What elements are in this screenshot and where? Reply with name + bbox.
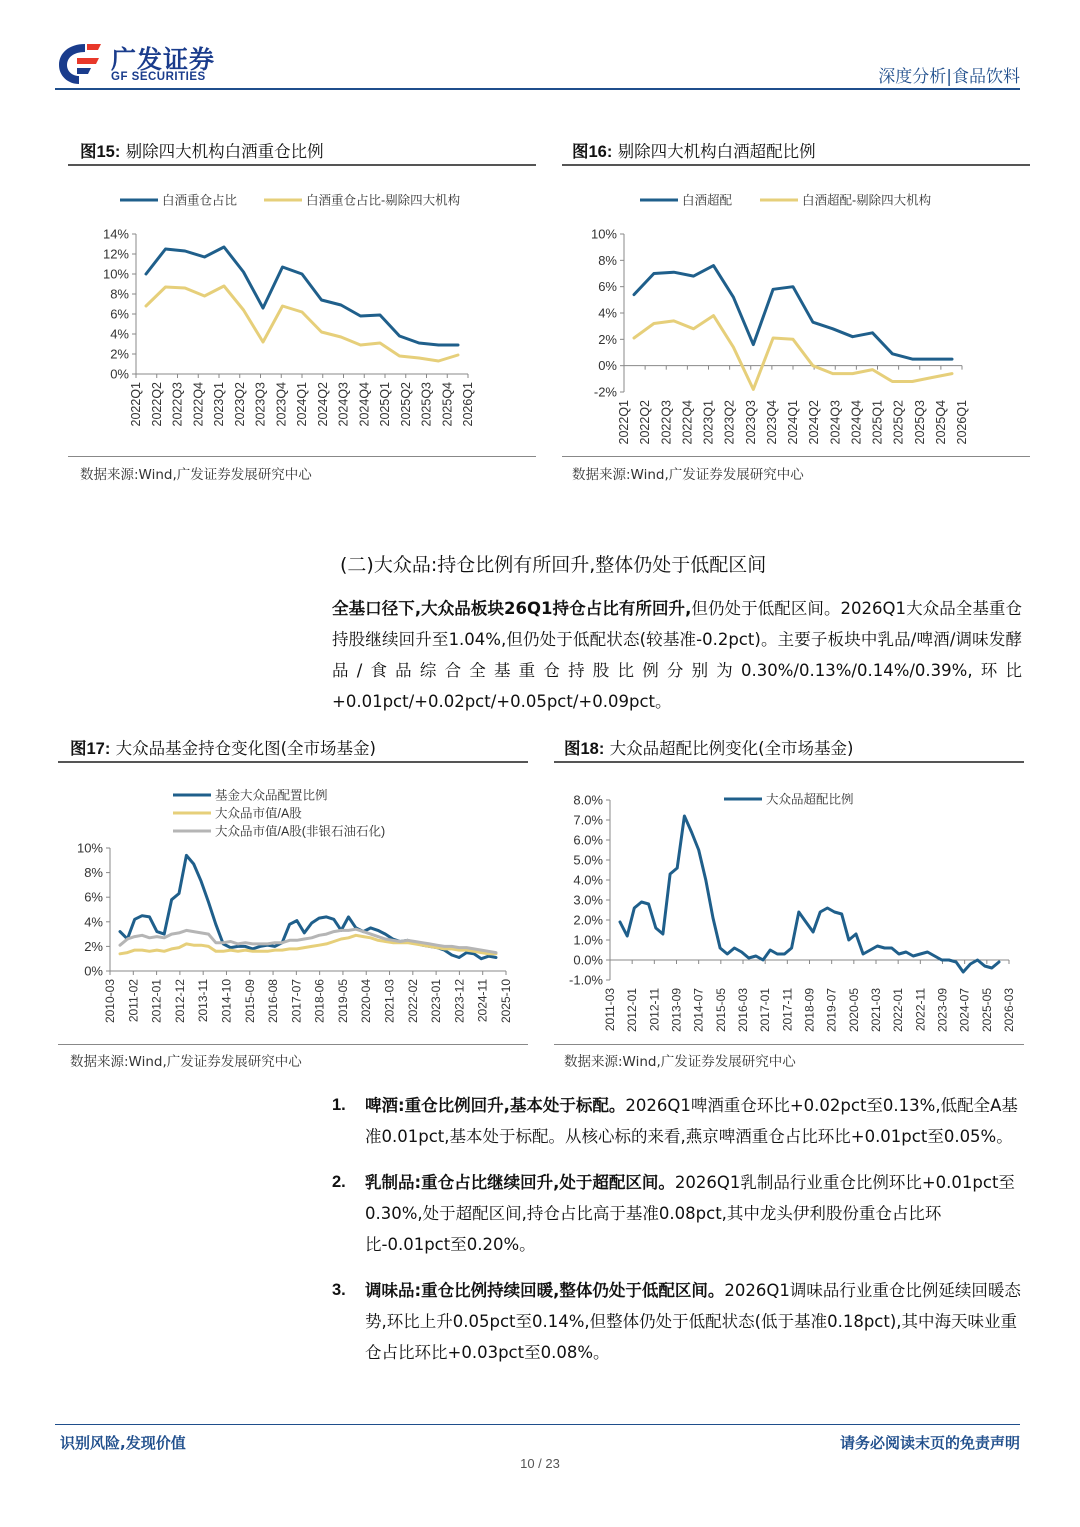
fig17-legend-label-0: 基金大众品配置比例	[215, 788, 328, 803]
fig15-x-tick-label: 2025Q3	[419, 382, 434, 427]
list-item-heading: 啤酒:重仓比例回升,基本处于标配。	[365, 1096, 626, 1115]
fig15-y-tick-label: 8%	[110, 286, 129, 302]
fig15-x-tick-label: 2022Q4	[191, 382, 206, 427]
fig15-series-line-1	[146, 286, 458, 361]
fig17-x-tick-label: 2023-12	[452, 979, 467, 1024]
fig15-source: 数据来源:Wind,广发证券发展研究中心	[80, 467, 312, 483]
list-item-text: 2026Q1啤酒重仓环比+0.02pct至0.13%,低配全A基准0.01pct,基本处于标配。从核心标的来看,燕京啤酒重仓占比环比+0.01pct至0.05%。	[365, 1096, 1018, 1146]
fig18-x-tick-label: 2011-03	[603, 988, 617, 1032]
fig16-x-tick-label: 2025Q2	[891, 400, 906, 445]
fig15-x-tick-label: 2025Q4	[440, 382, 455, 427]
fig16-x-tick-label: 2022Q4	[680, 400, 695, 445]
fig15-legend-label-0: 白酒重仓占比	[162, 193, 238, 208]
fig17-x-tick-label: 2022-02	[405, 979, 420, 1024]
fig18-x-tick-label: 2013-09	[669, 988, 684, 1033]
fig16-x-tick-label: 2024Q1	[786, 400, 800, 445]
fig18-x-tick-label: 2017-01	[758, 988, 773, 1033]
fig18-y-tick-label: 3.0%	[573, 892, 603, 908]
fig18-x-tick-label: 2014-07	[691, 988, 706, 1033]
fig16-y-tick-label: 8%	[598, 252, 617, 268]
fig16-x-tick-label: 2023Q1	[701, 400, 716, 445]
logo-en-text: GF SECURITIES	[111, 71, 206, 83]
list-item-text: 2026Q1乳制品行业重仓比例环比+0.01pct至0.30%,处于超配区间,持仓占比高于基准0.08pct,其中龙头伊利股份重仓占比环比-0.01pct至0.20%。	[365, 1173, 1015, 1254]
fig15-y-tick-label: 14%	[102, 226, 129, 242]
fig18-y-tick-label: 5.0%	[573, 852, 603, 868]
fig17-x-tick-label: 2012-12	[172, 979, 187, 1024]
fig15-x-tick-label: 2022Q3	[170, 382, 185, 427]
fig17-legend-label-2: 大众品市值/A股(非银石油石化)	[215, 824, 386, 839]
fig17-label: 图17:	[70, 740, 111, 758]
fig17-x-tick-label: 2012-01	[149, 979, 164, 1024]
fig18-y-tick-label: 1.0%	[573, 932, 603, 948]
fig15-y-tick-label: 2%	[110, 346, 129, 362]
fig15-bottom-rule	[68, 456, 536, 457]
fig16-x-tick-label: 2025Q4	[933, 400, 948, 445]
fig15-x-tick-label: 2024Q2	[315, 382, 330, 427]
header-divider	[55, 88, 1020, 90]
fig15-label: 图15:	[80, 143, 121, 161]
fig16-legend-label-0: 白酒超配	[682, 193, 733, 208]
fig16-bottom-rule	[562, 456, 1030, 457]
fig18-label: 图18:	[564, 740, 605, 758]
fig16-x-tick-label: 2025Q3	[912, 400, 927, 445]
fig18-x-tick-label: 2021-03	[869, 988, 883, 1033]
fig16-chart	[562, 168, 1030, 453]
para-rest: 但仍处于低配区间。2026Q1大众品全基重仓持股继续回升至1.04%,但仍处于低配状态(较基准-0.2pct)。主要子板块中乳品/啤酒/调味发酵品/食品综合全基重仓持股比例分别为0.30%/0.13%/0.14%/0.39%,环比+0.01pct/+0.02pct/+0.05pct/+0.09pct。	[332, 599, 1022, 711]
fig17-x-tick-label: 2015-09	[242, 979, 257, 1024]
fig16-y-tick-label: 6%	[598, 279, 617, 295]
fig18-x-tick-label: 2016-03	[736, 988, 750, 1033]
findings-list	[332, 1090, 1022, 1383]
fig15-title	[80, 138, 324, 162]
fig17-source: 数据来源:Wind,广发证券发展研究中心	[70, 1054, 302, 1070]
fig17-y-tick-label: 0%	[84, 963, 103, 979]
fig18-x-tick-label: 2012-11	[647, 988, 662, 1032]
list-item-number: 3.	[332, 1281, 346, 1299]
fig17-title-text: 大众品基金持仓变化图(全市场基金)	[115, 739, 376, 758]
fig17-x-tick-label: 2013-11	[196, 979, 211, 1023]
fig17-x-tick-label: 2014-10	[219, 979, 234, 1024]
fig17-x-tick-label: 2023-01	[429, 979, 444, 1024]
list-item-heading: 乳制品:重仓占比继续回升,处于超配区间。	[365, 1173, 675, 1192]
fig16-y-tick-label: 2%	[598, 331, 617, 347]
fig18-bottom-rule	[554, 1044, 1024, 1045]
fig18-x-tick-label: 2026-03	[1002, 988, 1016, 1033]
fig17-legend-label-1: 大众品市值/A股	[215, 806, 302, 821]
fig17-x-tick-label: 2021-03	[382, 979, 397, 1024]
fig18-x-tick-label: 2024-07	[957, 988, 972, 1033]
fig15-y-tick-label: 4%	[110, 326, 129, 342]
fig16-legend-label-1: 白酒超配-剔除四大机构	[802, 193, 932, 208]
fig18-y-tick-label: 4.0%	[573, 872, 603, 888]
list-item-number: 1.	[332, 1096, 346, 1114]
fig17-x-tick-label: 2019-05	[335, 979, 350, 1024]
fig16-y-tick-label: -2%	[593, 384, 617, 400]
fig18-title-text: 大众品超配比例变化(全市场基金)	[609, 739, 854, 758]
fig18-x-tick-label: 2017-11	[780, 988, 795, 1032]
footer-slogan: 识别风险,发现价值	[60, 1434, 186, 1452]
fig16-x-tick-label: 2025Q1	[870, 400, 885, 445]
fig18-x-tick-label: 2015-05	[713, 988, 728, 1033]
fig17-x-tick-label: 2025-10	[499, 979, 513, 1024]
fig18-y-tick-label: 6.0%	[573, 832, 603, 848]
fig18-x-tick-label: 2022-11	[913, 988, 928, 1032]
report-type: 深度分析|食品饮料	[878, 67, 1020, 87]
fig18-series-line-0	[620, 816, 999, 972]
fig15-x-tick-label: 2026Q1	[461, 382, 475, 427]
fig16-source: 数据来源:Wind,广发证券发展研究中心	[572, 467, 804, 483]
fig18-y-tick-label: 7.0%	[573, 812, 603, 828]
fig18-top-rule	[554, 761, 1024, 763]
list-item	[332, 1275, 1022, 1368]
fig15-x-tick-label: 2022Q2	[149, 382, 164, 427]
para-bold: 全基口径下,大众品板块26Q1持仓占比有所回升,	[332, 599, 692, 618]
page-number: 10 / 23	[520, 1456, 560, 1471]
fig17-chart	[58, 764, 528, 1042]
fig15-series-line-0	[146, 247, 458, 345]
fig16-x-tick-label: 2024Q2	[807, 400, 822, 445]
fig16-title-text: 剔除四大机构白酒超配比例	[617, 142, 816, 161]
fig16-x-tick-label: 2022Q2	[638, 400, 653, 445]
footer-disclaimer: 请务必阅读末页的免责声明	[839, 1434, 1020, 1452]
fig15-x-tick-label: 2024Q4	[357, 382, 372, 427]
fig17-x-tick-label: 2011-02	[126, 979, 141, 1023]
fig16-series-line-0	[634, 266, 952, 360]
fig15-legend-label-1: 白酒重仓占比-剔除四大机构	[306, 193, 461, 208]
fig17-y-tick-label: 10%	[76, 840, 103, 856]
fig16-top-rule	[562, 164, 1030, 166]
fig15-y-tick-label: 0%	[110, 366, 129, 382]
fig18-legend-label-0: 大众品超配比例	[766, 792, 854, 807]
fig15-title-text: 剔除四大机构白酒重仓比例	[125, 142, 324, 161]
fig17-y-tick-label: 6%	[84, 889, 103, 905]
footer-divider	[55, 1424, 1020, 1425]
fig18-chart	[554, 764, 1024, 1042]
fig16-x-tick-label: 2026Q1	[955, 400, 969, 445]
section-paragraph	[332, 593, 1022, 717]
company-logo	[55, 38, 255, 90]
fig16-x-tick-label: 2024Q3	[828, 400, 843, 445]
fig16-title	[572, 138, 816, 162]
fig18-x-tick-label: 2025-05	[979, 988, 994, 1033]
fig17-x-tick-label: 2020-04	[359, 979, 374, 1024]
fig15-x-tick-label: 2023Q3	[253, 382, 268, 427]
fig18-x-tick-label: 2020-05	[846, 988, 861, 1033]
fig16-x-tick-label: 2023Q4	[764, 400, 779, 445]
fig18-x-tick-label: 2012-01	[625, 988, 640, 1033]
fig17-x-tick-label: 2016-08	[266, 979, 281, 1024]
fig17-series-line-0	[120, 855, 496, 958]
fig15-x-tick-label: 2024Q1	[295, 382, 309, 427]
fig15-x-tick-label: 2023Q4	[274, 382, 289, 427]
fig15-y-tick-label: 6%	[110, 306, 129, 322]
fig16-x-tick-label: 2024Q4	[849, 400, 864, 445]
fig17-top-rule	[58, 761, 528, 763]
fig15-y-tick-label: 12%	[102, 246, 129, 262]
fig17-y-tick-label: 8%	[84, 865, 103, 881]
fig17-x-tick-label: 2024-11	[475, 979, 490, 1023]
list-item-heading: 调味品:重仓比例持续回暖,整体仍处于低配区间。	[365, 1281, 725, 1300]
fig18-title	[564, 735, 853, 759]
fig15-x-tick-label: 2025Q1	[378, 382, 392, 427]
fig16-x-tick-label: 2022Q1	[617, 400, 631, 445]
fig17-x-tick-label: 2017-07	[289, 979, 304, 1024]
gf-logo-icon	[55, 40, 103, 86]
fig15-top-rule	[68, 164, 536, 166]
fig16-label: 图16:	[572, 143, 613, 161]
fig18-source: 数据来源:Wind,广发证券发展研究中心	[564, 1054, 796, 1070]
section-title: (二)大众品:持仓比例有所回升,整体仍处于低配区间	[340, 554, 767, 576]
fig17-y-tick-label: 4%	[84, 914, 103, 930]
fig15-x-tick-label: 2025Q2	[398, 382, 413, 427]
fig16-y-tick-label: 10%	[590, 226, 617, 242]
fig16-series-line-1	[634, 316, 952, 390]
fig17-x-tick-label: 2010-03	[103, 979, 117, 1024]
fig18-y-tick-label: -1.0%	[569, 972, 603, 988]
fig18-x-tick-label: 2022-01	[891, 988, 906, 1033]
list-item	[332, 1090, 1022, 1152]
fig15-chart	[68, 168, 536, 453]
fig17-title	[70, 735, 376, 759]
fig18-y-tick-label: 0.0%	[573, 952, 603, 968]
fig15-x-tick-label: 2023Q2	[232, 382, 247, 427]
logo-cn-text: 广发证券	[111, 45, 216, 74]
fig17-x-tick-label: 2018-06	[312, 979, 327, 1024]
fig18-y-tick-label: 2.0%	[573, 912, 603, 928]
fig18-y-tick-label: 8.0%	[573, 792, 603, 808]
fig16-y-tick-label: 4%	[598, 305, 617, 321]
fig15-x-tick-label: 2022Q1	[129, 382, 143, 427]
fig16-x-tick-label: 2022Q3	[659, 400, 674, 445]
fig15-y-tick-label: 10%	[102, 266, 129, 282]
list-item	[332, 1167, 1022, 1260]
fig18-x-tick-label: 2023-09	[935, 988, 950, 1033]
fig16-y-tick-label: 0%	[598, 358, 617, 374]
fig18-x-tick-label: 2019-07	[824, 988, 839, 1033]
fig16-x-tick-label: 2023Q3	[743, 400, 758, 445]
fig16-x-tick-label: 2023Q2	[722, 400, 737, 445]
fig18-x-tick-label: 2018-09	[802, 988, 817, 1033]
list-item-number: 2.	[332, 1173, 346, 1191]
fig15-x-tick-label: 2024Q3	[336, 382, 351, 427]
fig17-bottom-rule	[58, 1044, 528, 1045]
fig17-y-tick-label: 2%	[84, 938, 103, 954]
list-item-text: 2026Q1调味品行业重仓比例延续回暖态势,环比上升0.05pct至0.14%,但整体仍处于低配状态(低于基准0.18pct),其中海天味业重仓占比环比+0.03pct至0.08%。	[365, 1281, 1021, 1362]
fig15-x-tick-label: 2023Q1	[212, 382, 226, 427]
page-header	[55, 38, 1020, 90]
